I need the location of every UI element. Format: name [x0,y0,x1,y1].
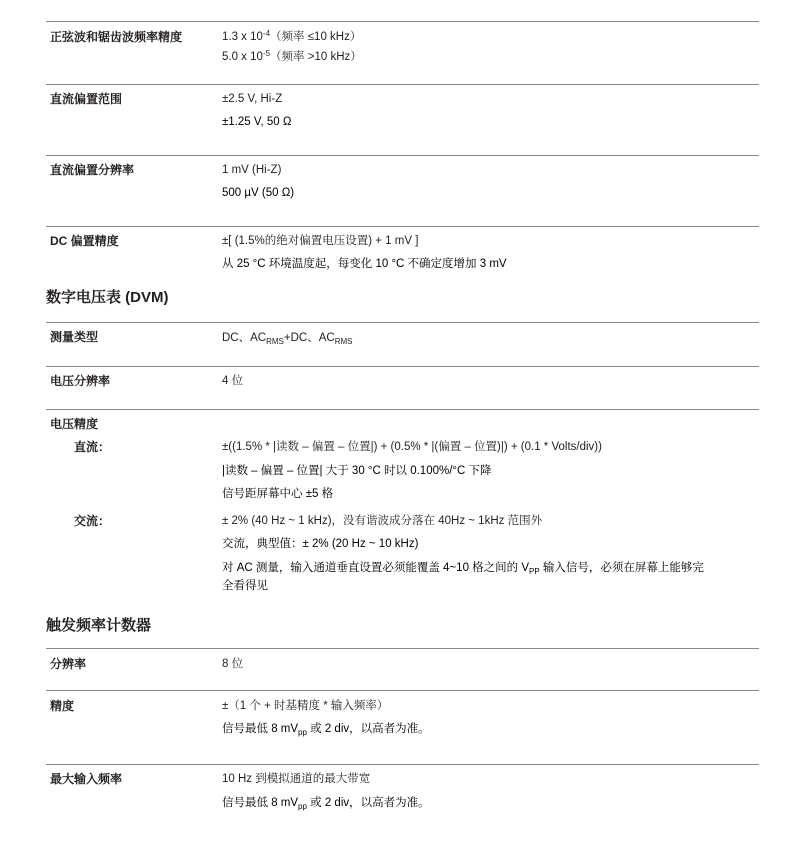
dc-offset-accuracy-value-1: ±[ (1.5%的绝对偏置电压设置) + 1 mV ] [222,235,419,247]
voltage-accuracy-ac-value-3: 对 AC 测量，输入通道垂直设置必须能覆盖 4~10 格之间的 $V_{PP}$ 输入信号，必须在屏幕上能够完 [222,562,704,576]
voltage-accuracy-ac-value-1: ± 2% (40 Hz ~ 1 kHz)，没有谐波成分落在 40Hz ~ 1kHz 范围外 [222,515,543,527]
sine-saw-freq-accuracy-label: 正弦波和锯齿波频率精度 [50,30,183,44]
dc-offset-range-label: 直流偏置范围 [50,92,123,106]
row-divider [46,322,759,323]
sine-saw-freq-accuracy-value-2: 5.0 x $10^{-5}$（频率 >10 kHz） [222,49,362,63]
counter-accuracy-label: 精度 [50,699,75,713]
row-divider [46,764,759,765]
row-divider [46,690,759,691]
counter-resolution-value: 8 位 [222,658,244,670]
dc-offset-resolution-value-1: 1 mV (Hi-Z) [222,164,282,176]
measure-type-label: 测量类型 [50,330,99,344]
voltage-accuracy-ac-value-4: 全看得见 [222,580,268,592]
voltage-accuracy-dc-value-1: ±((1.5% * |读数 – 偏置 – 位置|) + (0.5% * |(偏置 – 位置)|) + (0.1 * Volts/div)) [222,441,602,453]
max-input-frequency-value-2: 信号最低 8 $mV_{pp}$ 或 2 div，以高者为准。 [222,797,430,811]
voltage-accuracy-ac-label: 交流： [74,514,111,528]
dc-offset-range-value-2: ±1.25 V, 50 Ω [222,116,292,128]
row-divider [46,366,759,367]
max-input-frequency-value-1: 10 Hz 到模拟通道的最大带宽 [222,773,371,785]
dc-offset-accuracy-value-2: 从 25 °C 环境温度起，每变化 10 °C 不确定度增加 3 mV [222,258,507,270]
counter-accuracy-value-1: ±（1 个 + 时基精度 * 输入频率） [222,700,389,712]
voltage-accuracy-label: 电压精度 [50,417,99,431]
row-divider [46,84,759,85]
row-divider [46,648,759,649]
dvm-section-title: 数字电压表 (DVM) [46,289,169,306]
dc-offset-range-value-1: ±2.5 V, Hi-Z [222,93,283,105]
counter-accuracy-value-2: 信号最低 8 $mV_{pp}$ 或 2 div，以高者为准。 [222,723,430,737]
row-divider [46,155,759,156]
max-input-frequency-label: 最大输入频率 [50,772,123,786]
sine-saw-freq-accuracy-value-1: 1.3 x $10^{-4}$（频率 ≤10 kHz） [222,29,362,43]
voltage-accuracy-dc-label: 直流： [74,440,111,454]
voltage-resolution-label: 电压分辨率 [50,374,111,388]
dc-offset-accuracy-label: DC 偏置精度 [50,234,119,248]
counter-section-title: 触发频率计数器 [46,617,152,634]
voltage-accuracy-ac-value-2: 交流，典型值：± 2% (20 Hz ~ 10 kHz) [222,538,419,550]
voltage-accuracy-dc-value-2: |读数 – 偏置 – 位置| 大于 30 °C 时以 0.100%/°C 下降 [222,465,492,477]
dc-offset-resolution-value-2: 500 µV (50 Ω) [222,187,295,199]
measure-type-value: DC、$AC_{RMS}+DC$、$AC_{RMS}$ [222,332,353,346]
row-divider [46,226,759,227]
voltage-accuracy-dc-value-3: 信号距屏幕中心 ±5 格 [222,488,334,500]
row-divider [46,409,759,410]
row-divider [46,21,759,22]
voltage-resolution-value: 4 位 [222,375,244,387]
dc-offset-resolution-label: 直流偏置分辨率 [50,163,135,177]
counter-resolution-label: 分辨率 [50,657,87,671]
